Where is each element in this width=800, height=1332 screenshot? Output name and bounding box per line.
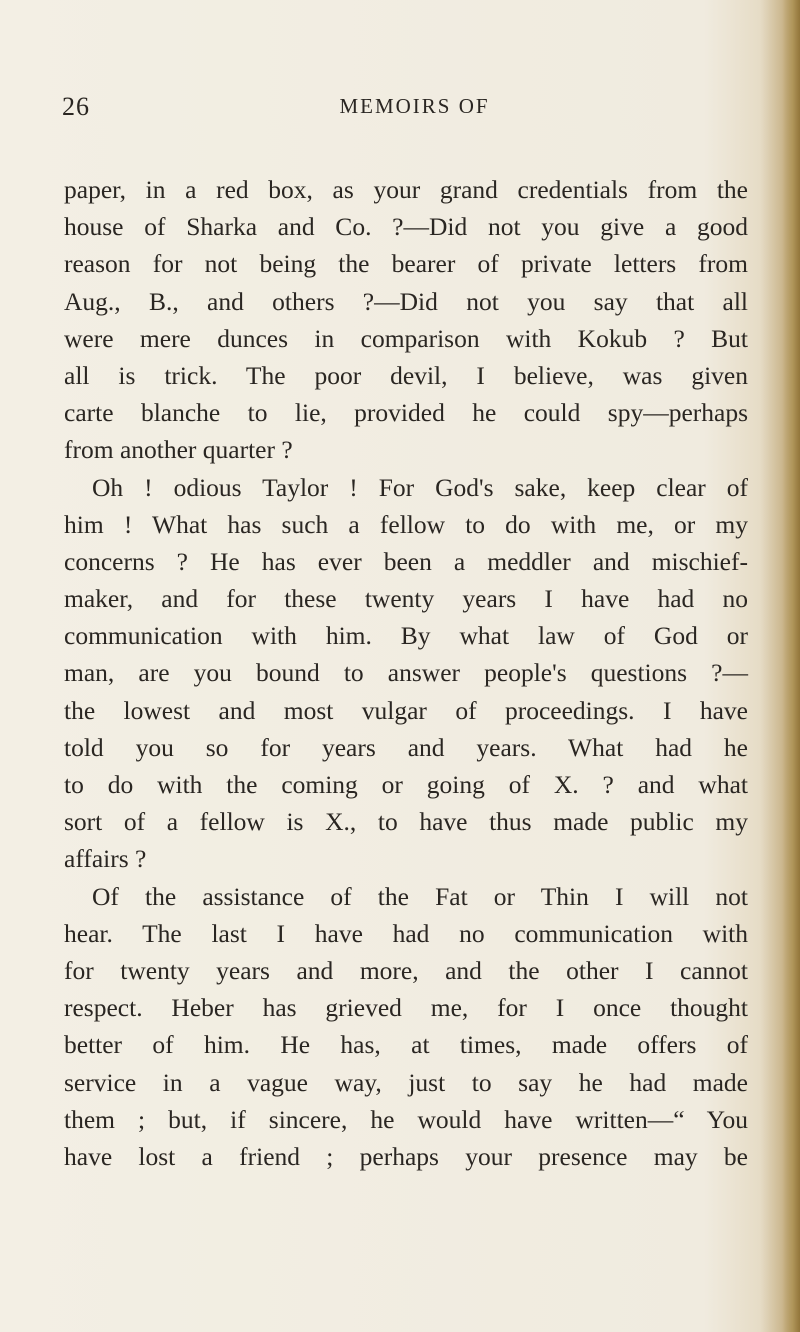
text-line: carte blanche to lie, provided he could spy—perhaps (64, 398, 748, 428)
text-line: house of Sharka and Co. ?—Did not you give a good (64, 212, 748, 242)
text-line: service in a vague way, just to say he had made (64, 1067, 748, 1097)
text-line: Of the assistance of the Fat or Thin I will not (92, 881, 748, 911)
text-line: told you so for years and years. What had he (64, 732, 748, 762)
text-line: respect. Heber has grieved me, for I once thought (64, 993, 748, 1023)
text-line: paper, in a red box, as your grand credentials from the (64, 175, 748, 204)
text-line: were mere dunces in comparison with Kokub ? But (64, 323, 748, 353)
text-line: reason for not being the bearer of private letters from (64, 249, 748, 279)
page-edge (782, 0, 800, 1332)
running-head: MEMOIRS OF (339, 94, 490, 118)
page-header (62, 92, 682, 126)
text-line: sort of a fellow is X., to have thus made public my (64, 807, 748, 837)
text-line: better of him. He has, at times, made offers of (64, 1030, 748, 1060)
text-line: all is trick. The poor devil, I believe, was given (64, 360, 748, 390)
text-line: the lowest and most vulgar of proceedings. I have (64, 695, 748, 725)
body-text (64, 171, 748, 1175)
text-line: have lost a friend ; perhaps your presence may be (64, 1141, 748, 1171)
text-line: concerns ? He has ever been a meddler and mischief- (64, 546, 748, 576)
text-line: them ; but, if sincere, he would have written—“ You (64, 1104, 748, 1134)
text-line: affairs ? (64, 844, 147, 874)
text-line: communication with him. By what law of God or (64, 621, 748, 651)
text-line: Oh ! odious Taylor ! For God's sake, keep clear of (92, 472, 748, 502)
text-line: him ! What has such a fellow to do with me, or my (64, 509, 748, 539)
text-line: from another quarter ? (64, 435, 293, 465)
text-line: to do with the coming or going of X. ? and what (64, 770, 748, 799)
text-line: man, are you bound to answer people's questions ?— (64, 658, 748, 688)
page-number: 26 (62, 92, 90, 121)
text-line: Aug., B., and others ?—Did not you say that all (64, 286, 748, 316)
text-line: maker, and for these twenty years I have had no (64, 584, 748, 614)
text-line: hear. The last I have had no communication with (64, 918, 748, 948)
text-line: for twenty years and more, and the other I cannot (64, 955, 748, 985)
